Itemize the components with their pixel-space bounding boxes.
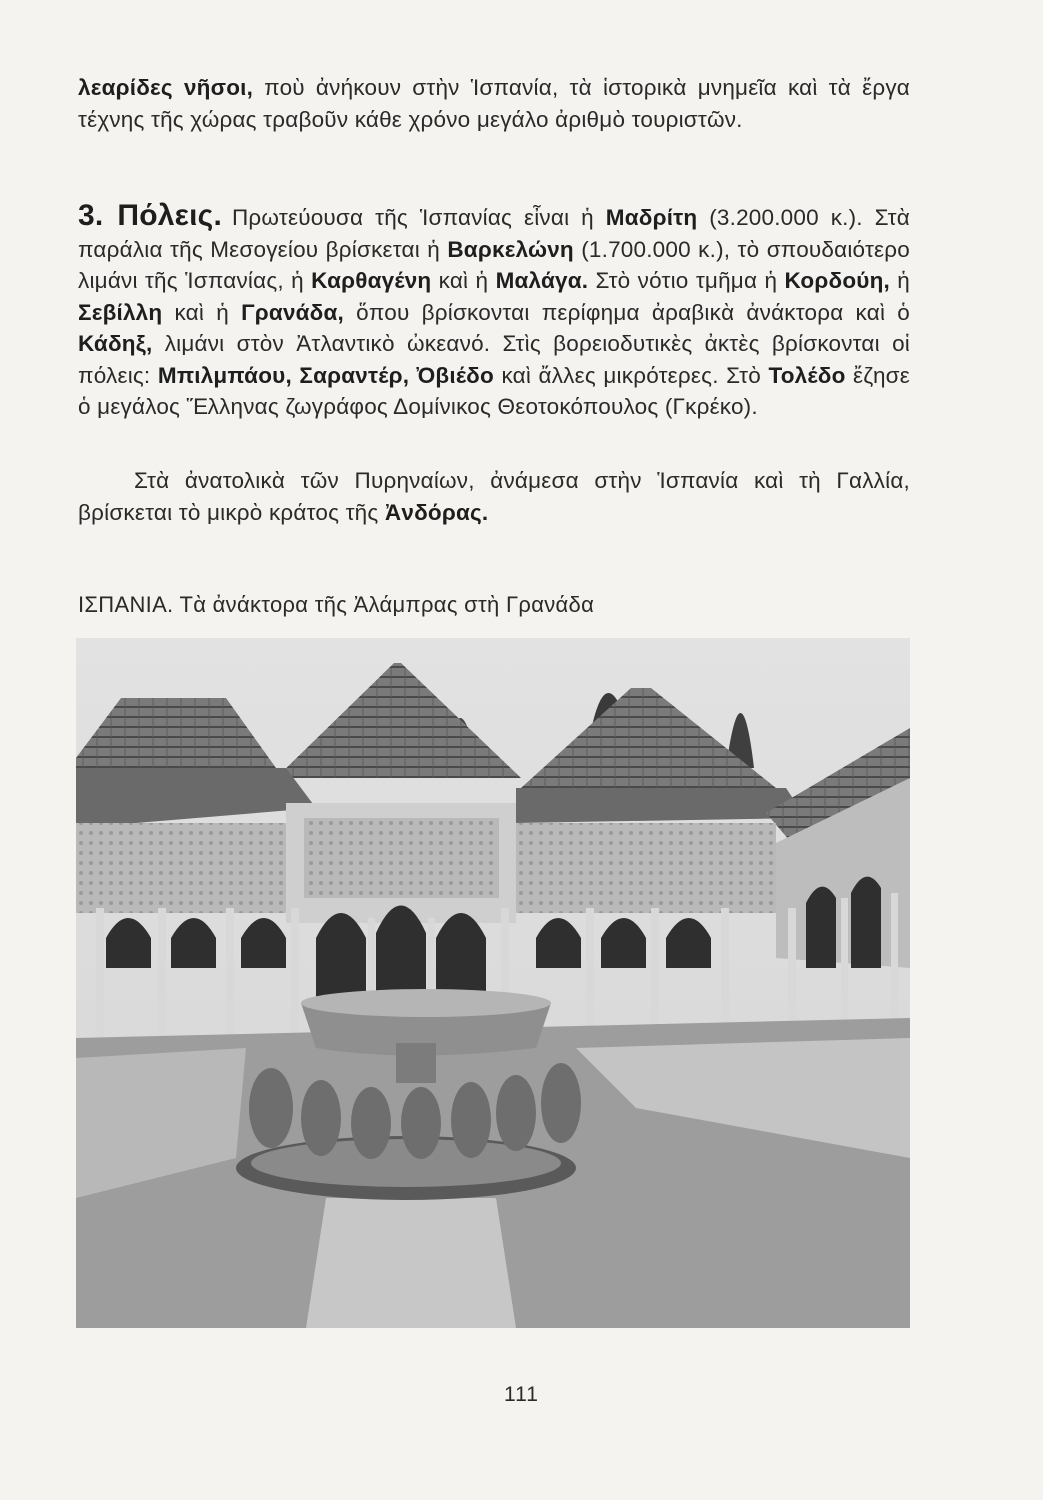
city-seville: Σεβίλλη [78, 299, 163, 325]
paragraph-text: (3.200.000 κ.). Στὰ παράλια τῆς Μεσογείου βρίσκεται ἡ [78, 205, 910, 262]
section-heading: 3. Πόλεις. [78, 199, 222, 232]
paragraph-text: καὶ ἄλλες μικρότερες. Στὸ [493, 362, 769, 388]
city-madrid: Μαδρίτη [605, 205, 698, 230]
paragraph-text: ἡ [889, 268, 911, 293]
paragraph-text: Στὰ ἀνατολικὰ τῶν Πυρηναίων, ἀνάμεσα στὴν Ἱσπανία καὶ τὴ Γαλλία, βρίσκεται τὸ μικρὸ κράτος τῆς [78, 468, 910, 525]
paragraph-andorra [78, 465, 910, 528]
city-northwest-list: Μπιλμπάου, Σαραντέρ, Ὀβιέδο [157, 362, 494, 388]
paragraph-text: ὅπου βρίσκονται περίφημα ἀραβικὰ ἀνάκτορα καὶ ὁ [344, 299, 910, 325]
city-cadiz: Κάδηξ, [78, 331, 153, 356]
paragraph-text: λιμάνι στὸν Ἀτλαντικὸ ὠκεανό. Στὶς βορειοδυτικὲς ἀκτὲς βρίσκονται οἱ πόλεις: [78, 331, 910, 388]
paragraph-text: καὶ ἡ [431, 268, 496, 293]
paragraph-cities [78, 200, 910, 423]
city-toledo: Τολέδο [768, 362, 846, 388]
paragraph-text: (1.700.000 κ.), τὸ σπουδαιότερο λιμάνι τῆς Ἱσπανίας, ἡ [78, 236, 910, 293]
paragraph-intro [78, 72, 910, 135]
city-malaga: Μαλάγα. [495, 268, 589, 293]
paragraph-text: ποὺ ἀνήκουν στὴν Ἱσπανία, τὰ ἱστορικὰ μνημεῖα καὶ τὰ ἔργα τέχνης τῆς χώρας τραβοῦν κάθε χρόνο μεγάλο ἀριθμὸ τουριστῶν. [78, 75, 910, 132]
alhambra-photo [76, 638, 910, 1328]
city-granada: Γρανάδα, [241, 299, 345, 325]
bold-term: λεαρίδες νῆσοι, [78, 75, 254, 100]
country-andorra: Ἀνδόρας. [384, 499, 489, 525]
paragraph-text: ἔζησε ὁ μεγάλος Ἕλληνας ζωγράφος Δομίνικος Θεοτοκόπουλος (Γκρέκο). [78, 362, 910, 419]
page-number: 111 [504, 1383, 539, 1406]
city-cordoba: Κορδούη, [784, 268, 890, 293]
court-of-lions-illustration [76, 638, 910, 1328]
paragraph-text: καὶ ἡ [162, 299, 242, 325]
paragraph-text: Πρωτεύουσα τῆς Ἱσπανίας εἶναι ἡ [231, 205, 606, 230]
city-cartagena: Καρθαγένη [311, 268, 432, 293]
city-barcelona: Βαρκελώνη [447, 236, 574, 262]
figure-caption: ΙΣΠΑΝΙΑ. Τὰ ἀνάκτορα τῆς Ἀλάμπρας στὴ Γρανάδα [78, 592, 595, 617]
paragraph-text: Στὸ νότιο τμῆμα ἡ [588, 268, 785, 293]
